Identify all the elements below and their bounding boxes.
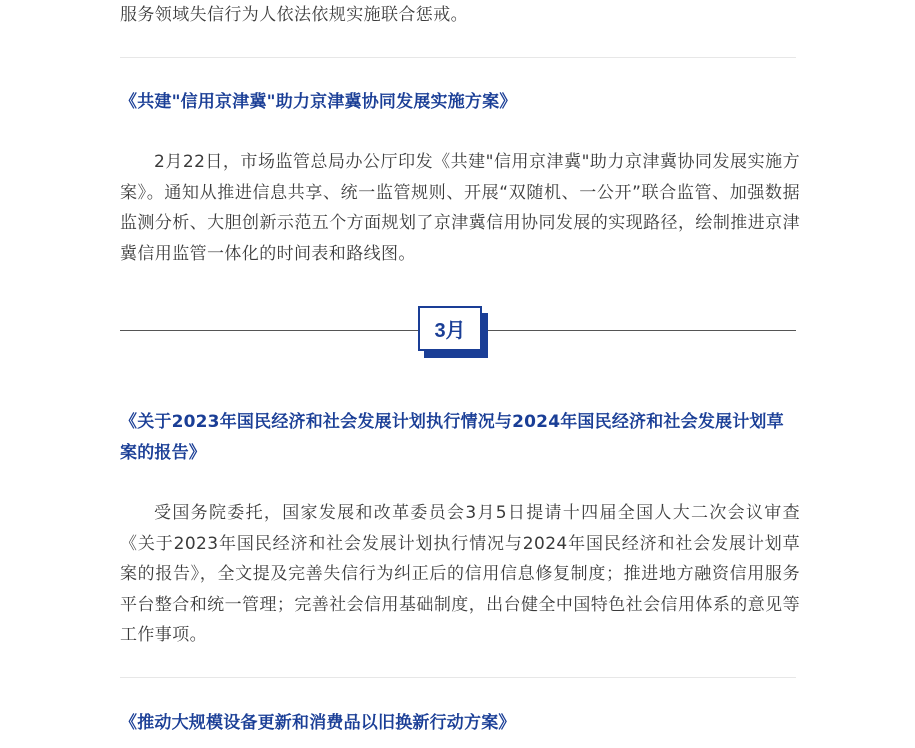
section-divider — [120, 57, 796, 58]
section-divider — [120, 677, 796, 678]
document-title-heading: 《共建"信用京津冀"助力京津冀协同发展实施方案》 — [120, 92, 517, 112]
previous-paragraph-tail: 服务领域失信行为人依法依规实施联合惩戒。 — [120, 5, 468, 25]
month-label: 3月 — [434, 320, 466, 342]
month-divider-line-left — [120, 330, 418, 331]
document-summary-paragraph: 2月22日，市场监管总局办公厅印发《共建"信用京津冀"助力京津冀协同发展实施方案》。通知从推进信息共享、统一监管规则、开展“双随机、一公开”联合监管、加强数据监测分析、大胆创新示范五个方面规划了京津冀信用协同发展的实现路径，绘制推进京津冀信用监管一体化的时间表和路线图。 — [120, 152, 800, 264]
month-divider-line-right — [488, 330, 796, 331]
month-badge — [418, 306, 482, 351]
document-title-heading: 《关于2023年国民经济和社会发展计划执行情况与2024年国民经济和社会发展计划草案的报告》 — [120, 412, 784, 463]
document-title-heading: 《推动大规模设备更新和消费品以旧换新行动方案》 — [120, 713, 516, 733]
document-summary-paragraph: 受国务院委托，国家发展和改革委员会3月5日提请十四届全国人大二次会议审查《关于2023年国民经济和社会发展计划执行情况与2024年国民经济和社会发展计划草案的报告》，全文提及完善失信行为纠正后的信用信息修复制度；推进地方融资信用服务平台整合和统一管理；完善社会信用基础制度，出台健全中国特色社会信用体系的意见等工作事项。 — [120, 503, 800, 645]
